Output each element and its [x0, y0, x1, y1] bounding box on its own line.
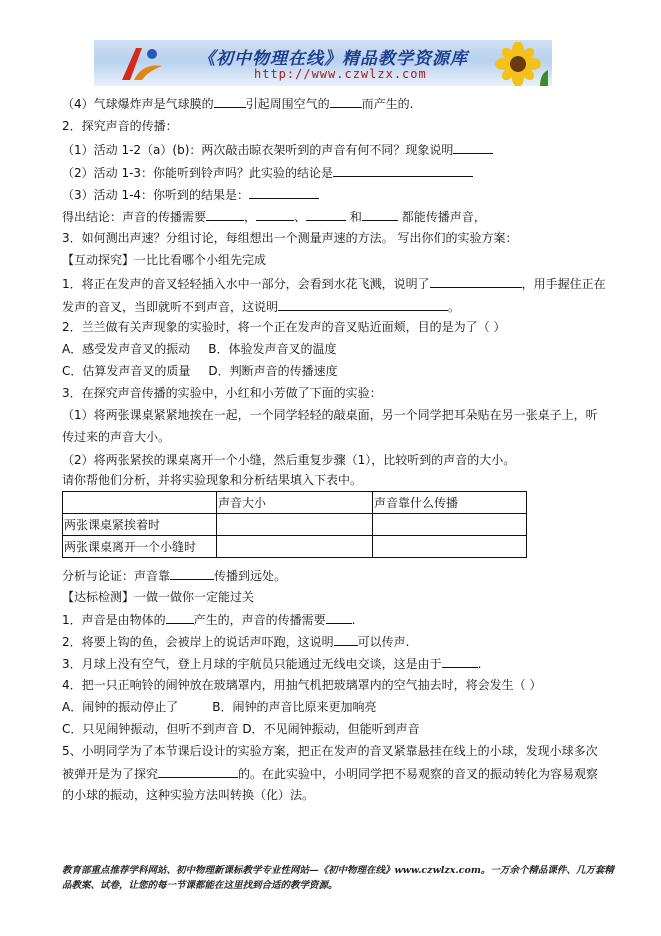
text-line [62, 765, 598, 782]
table-row-label: 两张课桌离开一个小缝时 [63, 536, 217, 558]
answer-blank[interactable] [333, 164, 473, 177]
table-answer-cell[interactable] [373, 514, 527, 536]
banner-url[interactable]: http://www.czwlzx.com [254, 67, 427, 81]
line-text: 被弹开是为了探究 [62, 767, 159, 781]
section-heading: 【互动探究】一比比看哪个小组先完成 [62, 253, 267, 267]
table-header-cell: 声音靠什么传播 [373, 492, 527, 514]
line-text: 产生的，声音的传播需要 [193, 613, 326, 627]
text-line [62, 208, 486, 225]
text-line [62, 611, 355, 628]
option-d[interactable]: D．不见闹钟振动，但能听到声音 [242, 722, 420, 736]
option-b[interactable]: B．体验发声音叉的温度 [208, 342, 337, 356]
answer-blank[interactable] [362, 208, 398, 221]
text-line [62, 567, 286, 584]
line-text: ， [244, 210, 257, 224]
answer-blank[interactable] [330, 95, 362, 108]
section-heading: 【达标检测】一做一做你一定能过关 [62, 590, 255, 604]
text-line: 的小球的振动，这种实验方法叫转换（化）法。 [62, 788, 315, 802]
table-answer-cell[interactable] [373, 536, 527, 558]
option-d[interactable]: D．判断声音的传播速度 [208, 364, 338, 378]
text-line: 传过来的声音大小。 [62, 430, 171, 444]
text-line [62, 275, 606, 292]
sunflower-icon [488, 42, 548, 86]
table-answer-cell[interactable] [217, 514, 373, 536]
option-b[interactable]: B．闹钟的声音比原来更加响亮 [212, 700, 377, 714]
answer-blank[interactable] [249, 186, 319, 199]
answer-blank[interactable] [278, 298, 448, 311]
section-heading: 2．探究声音的传播： [62, 119, 178, 133]
answer-blank[interactable] [334, 633, 358, 646]
line-text: 传播到远处。 [214, 569, 287, 583]
question-text: 4．把一只正响铃的闹钟放在玻璃罩内，用抽气机把玻璃罩内的空气抽去时，将会发生（ ） [62, 678, 542, 692]
line-text: 得出结论：声音的传播需要 [62, 210, 207, 224]
answer-blank[interactable] [326, 611, 352, 624]
line-text: 而产生的. [361, 97, 414, 111]
option-c[interactable]: C．只见闹钟振动，但听不到声音 [62, 722, 239, 736]
line-text: （4）气球爆炸声是气球膜的 [62, 97, 214, 111]
question-text: 5、小明同学为了本节课后设计的实验方案，把正在发声的音叉紧靠悬挂在线上的小球，发现小球多次 [62, 744, 598, 758]
answer-blank[interactable] [206, 208, 244, 221]
text-line [62, 141, 493, 158]
line-text: 2．将要上钩的鱼，会被岸上的说话声吓跑，这说明 [62, 635, 334, 649]
line-text: . [351, 613, 356, 627]
line-text: （2）活动 1-3：你能听到铃声吗？此实验的结论是 [62, 166, 334, 180]
table-row [63, 514, 527, 536]
option-a[interactable]: A．闹钟的振动停止了 [62, 700, 179, 714]
text-line [62, 298, 460, 315]
text-line [62, 186, 319, 203]
question-text: 3．在探究声音传播的实验中，小红和小芳做了下面的实验： [62, 386, 382, 400]
text-line: （2）将两张紧挨的课桌离开一个小缝，然后重复步骤（1），比较听到的声音的大小。 [62, 453, 516, 467]
question-text: 2．兰兰做有关声现象的实验时，将一个正在发声的音叉贴近面颊，目的是为了（ ） [62, 320, 506, 334]
text-line [62, 633, 409, 650]
line-text: . [477, 657, 482, 671]
table-header-cell: 声音大小 [217, 492, 373, 514]
option-c[interactable]: C．估算发声音叉的质量 [62, 364, 191, 378]
header-banner [94, 40, 552, 86]
banner-title: 《初中物理在线》精品教学资源库 [198, 49, 468, 69]
text-line: （1）将两张课桌紧紧地挨在一起，一个同学轻轻的敲桌面，另一个同学把耳朵贴在另一张桌子上，听 [62, 408, 598, 422]
text-line [62, 164, 473, 181]
option-a[interactable]: A．感受发声音叉的振动 [62, 342, 191, 356]
line-text: 的。在此实验中，小明同学把不易观察的音叉的振动转化为容易观察 [238, 767, 599, 781]
option-row [62, 699, 376, 715]
table-row-label: 两张课桌紧挨着时 [63, 514, 217, 536]
option-row [62, 721, 420, 737]
answer-blank[interactable] [442, 655, 478, 668]
line-text: 、 [294, 210, 307, 224]
answer-blank[interactable] [158, 765, 238, 778]
table-answer-cell[interactable] [217, 536, 373, 558]
line-text: ，用手握住正在 [521, 277, 606, 291]
site-logo-icon [116, 44, 166, 84]
line-text: 发声的音叉，当即就听不到声音，这说明 [62, 300, 279, 314]
line-text: 。 [448, 300, 461, 314]
answer-blank[interactable] [170, 567, 214, 580]
text-line [62, 655, 481, 672]
text-line: 3．如何测出声速？分组讨论，每组想出一个测量声速的方法。 写出你们的实验方案： [62, 231, 518, 245]
answer-blank[interactable] [256, 208, 294, 221]
option-row [62, 341, 336, 357]
line-text: （1）活动 1-2（a）(b)：两次敲击晾衣架听到的声音有何不同？现象说明 [62, 143, 454, 157]
page-footer: 教育部重点推荐学科网站、初中物理新课标教学专业性网站—《初中物理在线》www.czwlzx.com。一万余个精品课件、几万套精品教案、试卷，让您的每一节课都能在这里找到合适的教学资源。 [62, 865, 614, 891]
text-line [62, 95, 413, 112]
line-text: 3．月球上没有空气，登上月球的宇航员只能通过无线电交谈，这是由于 [62, 657, 442, 671]
answer-blank[interactable] [306, 208, 346, 221]
line-text: 1．声音是由物体的 [62, 613, 166, 627]
line-text: 引起周围空气的 [245, 97, 330, 111]
answer-blank[interactable] [214, 95, 246, 108]
line-text: 可以传声. [357, 635, 410, 649]
line-text: 分析与论证：声音靠 [62, 569, 171, 583]
option-row [62, 363, 338, 379]
line-text: 和 [346, 210, 362, 224]
table-row [63, 536, 527, 558]
answer-blank[interactable] [166, 611, 194, 624]
line-text: 都能传播声音， [397, 210, 486, 224]
table-header-row [63, 492, 527, 514]
line-text: 1．将正在发声的音叉轻轻插入水中一部分，会看到水花飞溅，说明了 [62, 277, 430, 291]
results-table [62, 491, 527, 558]
answer-blank[interactable] [430, 275, 522, 288]
line-text: （3）活动 1-4：你听到的结果是： [62, 188, 250, 202]
table-header-cell [63, 492, 217, 514]
text-line: 请你帮他们分析，并将实验现象和分析结果填入下表中。 [62, 473, 363, 487]
answer-blank[interactable] [453, 141, 493, 154]
